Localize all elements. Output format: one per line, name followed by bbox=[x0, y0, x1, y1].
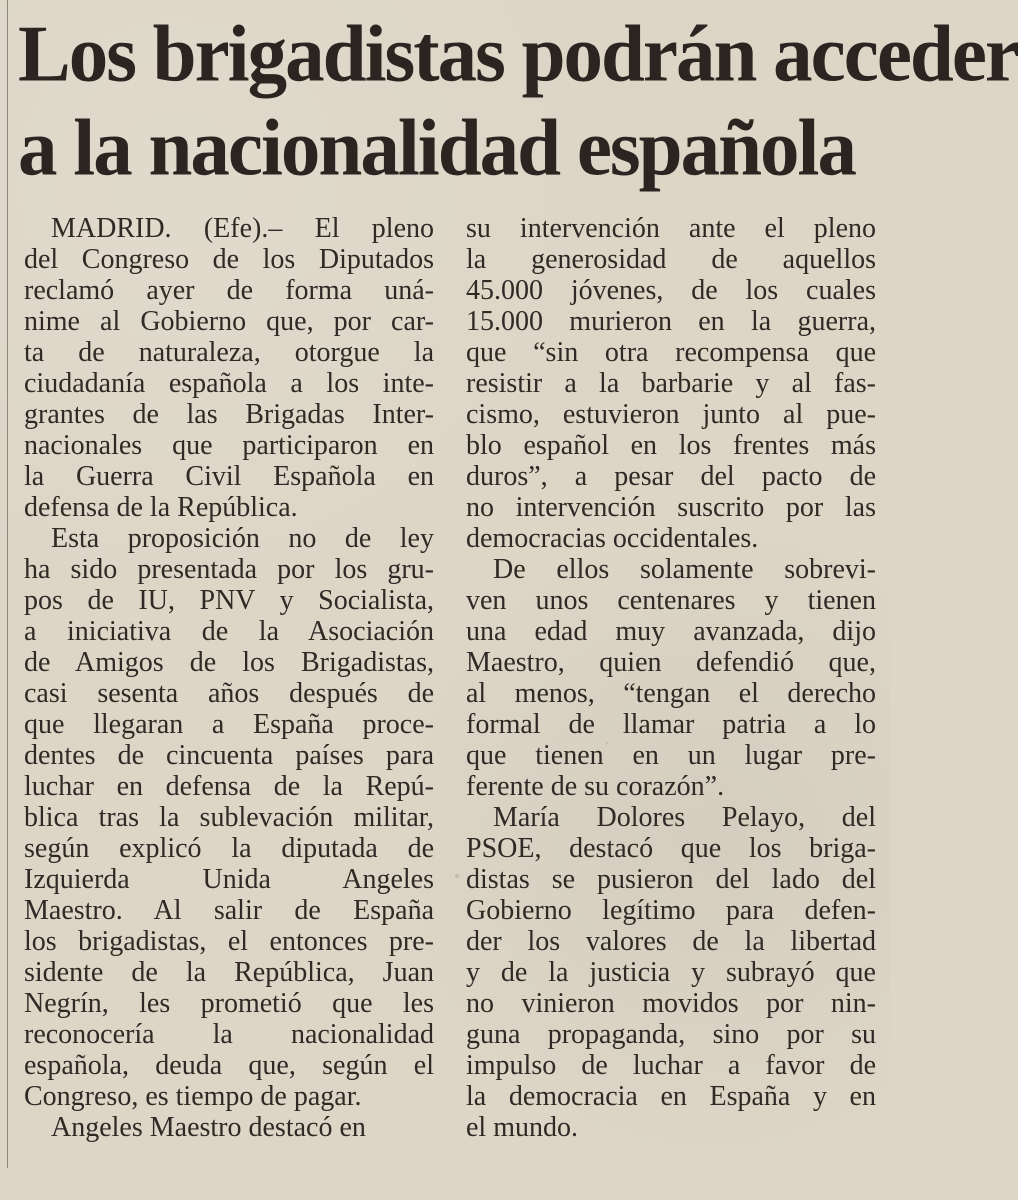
column-rule bbox=[7, 0, 8, 1168]
paper-speck bbox=[606, 742, 608, 744]
article-line: luchar en defensa de la Repú- bbox=[24, 771, 434, 802]
article-line: una edad muy avanzada, dijo bbox=[466, 616, 876, 647]
article-line: de Amigos de los Brigadistas, bbox=[24, 647, 434, 678]
article-line: Maestro, quien defendió que, bbox=[466, 647, 876, 678]
article-line: la democracia en España y en bbox=[466, 1081, 876, 1112]
article-line: que llegaran a España proce- bbox=[24, 709, 434, 740]
article-line: del Congreso de los Diputados bbox=[24, 244, 434, 275]
article-line: a iniciativa de la Asociación bbox=[24, 616, 434, 647]
headline-line: Los brigadistas podrán acceder bbox=[18, 10, 1018, 99]
article-line: la generosidad de aquellos bbox=[466, 244, 876, 275]
paper-speck bbox=[372, 1040, 375, 1043]
article-line: que tienen en un lugar pre- bbox=[466, 740, 876, 771]
paper-speck bbox=[455, 874, 459, 878]
article-line: Esta proposición no de ley bbox=[51, 523, 434, 554]
article-line: impulso de luchar a favor de bbox=[466, 1050, 876, 1081]
article-line: duros”, a pesar del pacto de bbox=[466, 461, 876, 492]
article-line: Negrín, les prometió que les bbox=[24, 988, 434, 1019]
article-line: cismo, estuvieron junto al pue- bbox=[466, 399, 876, 430]
article-line: PSOE, destacó que los briga- bbox=[466, 833, 876, 864]
article-line: nacionales que participaron en bbox=[24, 430, 434, 461]
article-line: democracias occidentales. bbox=[466, 523, 759, 554]
article-line: los brigadistas, el entonces pre- bbox=[24, 926, 434, 957]
article-line: blo español en los frentes más bbox=[466, 430, 876, 461]
article-line: reclamó ayer de forma uná- bbox=[24, 275, 434, 306]
article-line: Gobierno legítimo para defen- bbox=[466, 895, 876, 926]
article-line: casi sesenta años después de bbox=[24, 678, 434, 709]
article-line: Maestro. Al salir de España bbox=[24, 895, 434, 926]
article-line: María Dolores Pelayo, del bbox=[493, 802, 876, 833]
headline-line: a la nacionalidad española bbox=[18, 103, 855, 193]
article-line: no vinieron movidos por nin- bbox=[466, 988, 876, 1019]
article-line: grantes de las Brigadas Inter- bbox=[24, 399, 434, 430]
article-line: reconocería la nacionalidad bbox=[24, 1019, 434, 1050]
right-column bbox=[466, 213, 876, 1143]
left-column bbox=[24, 213, 434, 1143]
article-line: der los valores de la libertad bbox=[466, 926, 876, 957]
article-line: nime al Gobierno que, por car- bbox=[24, 306, 434, 337]
article-line: pos de IU, PNV y Socialista, bbox=[24, 585, 434, 616]
article-line: Congreso, es tiempo de pagar. bbox=[24, 1081, 362, 1112]
article-line: Izquierda Unida Angeles bbox=[24, 864, 434, 895]
headline bbox=[18, 8, 1018, 196]
article-line: ta de naturaleza, otorgue la bbox=[24, 337, 434, 368]
article-line: blica tras la sublevación militar, bbox=[24, 802, 434, 833]
article-line: la Guerra Civil Española en bbox=[24, 461, 434, 492]
article-line: guna propaganda, sino por su bbox=[466, 1019, 876, 1050]
article-line: defensa de la República. bbox=[24, 492, 298, 523]
article-line: según explicó la diputada de bbox=[24, 833, 434, 864]
article-line: que “sin otra recompensa que bbox=[466, 337, 876, 368]
article-line: Angeles Maestro destacó en bbox=[51, 1112, 366, 1143]
article-line: ha sido presentada por los gru- bbox=[24, 554, 434, 585]
article-line: ven unos centenares y tienen bbox=[466, 585, 876, 616]
article-line: ferente de su corazón”. bbox=[466, 771, 725, 802]
article-line: no intervención suscrito por las bbox=[466, 492, 876, 523]
article-line: dentes de cincuenta países para bbox=[24, 740, 434, 771]
article-line: distas se pusieron del lado del bbox=[466, 864, 876, 895]
article-line: sidente de la República, Juan bbox=[24, 957, 434, 988]
article-line: 45.000 jóvenes, de los cuales bbox=[466, 275, 876, 306]
article-line: y de la justicia y subrayó que bbox=[466, 957, 876, 988]
article-line: resistir a la barbarie y al fas- bbox=[466, 368, 876, 399]
article-line: MADRID. (Efe).– El pleno bbox=[51, 213, 434, 244]
article-line: ciudadanía española a los inte- bbox=[24, 368, 434, 399]
article-line: De ellos solamente sobrevi- bbox=[493, 554, 876, 585]
article-line: al menos, “tengan el derecho bbox=[466, 678, 876, 709]
article-line: española, deuda que, según el bbox=[24, 1050, 434, 1081]
article-line: 15.000 murieron en la guerra, bbox=[466, 306, 876, 337]
article-line: su intervención ante el pleno bbox=[466, 213, 876, 244]
article-line: el mundo. bbox=[466, 1112, 578, 1143]
article-line: formal de llamar patria a lo bbox=[466, 709, 876, 740]
